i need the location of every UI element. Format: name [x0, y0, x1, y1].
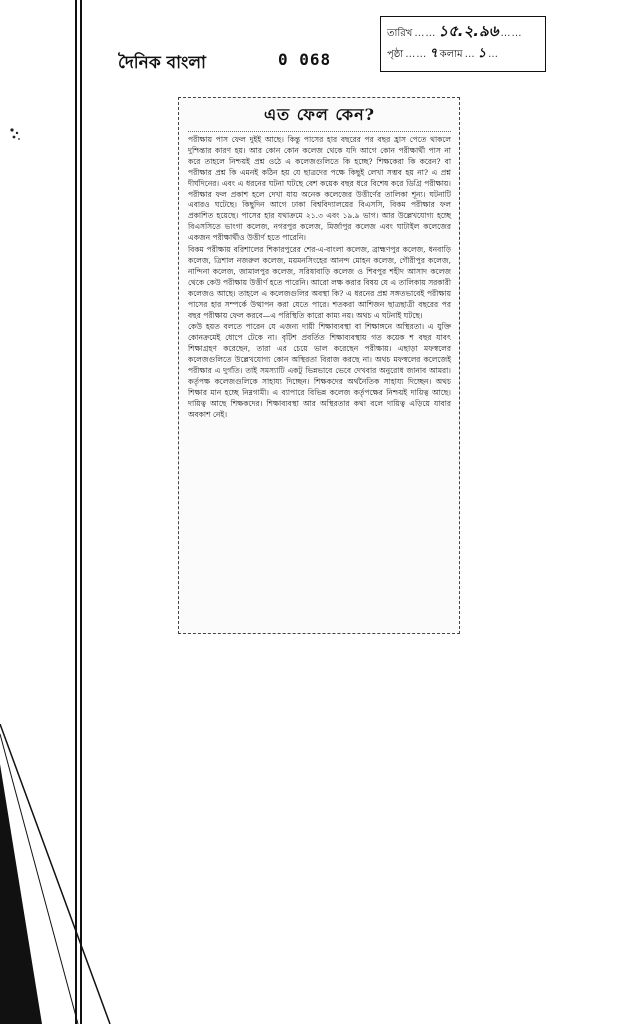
- stamp-column-value: ১: [477, 46, 486, 61]
- stamp-dots: …: [488, 49, 499, 60]
- stamp-date-value: ১৫.২.৯৬: [438, 22, 499, 40]
- article-body: [188, 135, 451, 421]
- newspaper-name: দৈনিক বাংলা: [118, 53, 206, 73]
- stamp-page-label: পৃষ্ঠা: [387, 49, 404, 60]
- folded-page-corner: [0, 724, 120, 1024]
- article-clipping: [178, 97, 460, 634]
- stamp-page-value: ৭: [429, 46, 438, 61]
- stamp-date-label: তারিখ: [387, 28, 413, 39]
- stamp-dots: ……: [405, 49, 428, 60]
- article-paragraph: পরীক্ষায় পাস ফেল দুইই আছে। কিন্তু পাসের হার বছরের পর বছর হ্রাস পেতে থাকলে দুশ্চিন্তার কারণ হয়। আর কোন কোন কলেজ থেকে যদি আগে কোন পরীক্ষার্থী পাস না করে তাহলে নিশ্চয়ই প্রশ্ন ওঠে এ কলেজগুলিতে কি হচ্ছে? শিক্ষকেরা কি করেন? বা পরীক্ষার প্রশ্ন কি এমনই কঠিন হয় যে ছাত্রদের পক্ষে কিছুই লেখা সম্ভব হয় না? এ প্রশ্ন দীর্ঘদিনের। এবং এ ধরনের ঘটনা ঘটছে বেশ কয়েক বছর ধরে বিশেষ করে ডিগ্রি পরীক্ষায়। পরীক্ষার ফল প্রকাশ হলে দেখা যায় অনেক কলেজের উত্তীর্ণের তালিকা শূন্য। ঘটনাটি এবারও ঘটেছে। কিছুদিন আগে ঢাকা বিশ্ববিদ্যালয়ের বিএসসি, বিকম পরীক্ষার ফল প্রকাশিত হয়েছে। পাসের হার যথাক্রমে ২১.৩ এবং ১৯.৯ ভাগ। আর উল্লেখযোগ্য হচ্ছে বিএসসিতে ভাংগা কলেজ, নগরপুর কলেজ, মির্জাপুর কলেজ এবং ঘাটাইল কলেজের একজন পরীক্ষার্থীও উত্তীর্ণ হতে পারেনি।: [188, 135, 451, 243]
- stamp-date-row: [387, 20, 539, 44]
- stamp-dots: …: [464, 49, 476, 60]
- article-paragraph: কেউ হয়ত বলতে পারেন যে এজন্য দায়ী শিক্ষাব্যবস্থা বা শিক্ষাঙ্গনে অস্থিরতা। এ যুক্তি কোনক্রমেই ধোপে টেকে না। বৃটিশ প্রবর্তিত শিক্ষাব্যবস্থায় গত কয়েক শ বছর যাবৎ শিক্ষাগ্রহণ করেছেন, তারা এর চেয়ে ভাল করেছেন পরীক্ষায়। এছাড়া মফস্বলের কলেজগুলিতে উল্লেখযোগ্য কোন অস্থিরতা বিরাজ করছে না। অথচ মফস্বলের কলেজেই পরীক্ষার এ দুর্গতি। তাই সমস্যাটি একটু ভিন্নভাবে ভেবে দেখবার অনুরোধ জানাব আমরা। কর্তৃপক্ষ কলেজগুলিকে সাহায্য দিচ্ছেন। শিক্ষকদের অর্থনৈতিক সাহায্য দিচ্ছেন। অথচ শিক্ষার মান হচ্ছে নিম্নগামী। এ ব্যাপারে বিভিন্ন কলেজ কর্তৃপক্ষের নিশ্চয়ই দায়িত্ব আছে। দায়িত্ব আছে শিক্ষকদের। শিক্ষাব্যবস্থা আর অস্থিরতার কথা বলে দায়িত্ব এড়িয়ে যাবার অবকাশ নেই।: [188, 322, 451, 419]
- article-paragraph: বিকম পরীক্ষায় বরিশালের শিকারপুরের শের-এ-বাংলা কলেজ, ব্রাহ্মণপুর কলেজ, ধনবাড়ি কলেজ, ত্রিশাল নজরুল কলেজ, ময়মনসিংহের আনন্দ মোহন কলেজ, গৌরীপুর কলেজ, নান্দিনা কলেজ, জামালপুর কলেজ, সরিষাবাড়ি কলেজ ও শিবপুর শহীদ আসাদ কলেজ থেকে কেউ পরীক্ষায় উত্তীর্ণ হতে পারেনি। আরো লক্ষ করার বিষয় যে এ তালিকায় সরকারী কলেজও আছে। তাহলে এ কলেজগুলির অবস্থা কি? এ ধরনের প্রশ্ন সঙ্গতভাবেই পরীক্ষায় পাসের হার সম্পর্কে উত্থাপন করা যেতে পারে। শতকরা আশিজন ছাত্রছাত্রী বছরের পর বছর পরীক্ষায় ফেল করবে—এ পরিস্থিতি কারো কাম্য নয়। অথচ এ ঘটনাই ঘটছে।: [188, 245, 451, 320]
- stamp-column-label: কলাম: [439, 49, 463, 60]
- archive-stamp: [380, 16, 546, 72]
- stamp-page-row: [387, 44, 539, 68]
- article-headline: এত ফেল কেন?: [188, 102, 451, 132]
- ink-speck: [4, 122, 26, 144]
- stamp-dots: ……: [414, 28, 437, 39]
- page-code: 0 068: [278, 50, 332, 69]
- stamp-dots: ……: [500, 28, 523, 39]
